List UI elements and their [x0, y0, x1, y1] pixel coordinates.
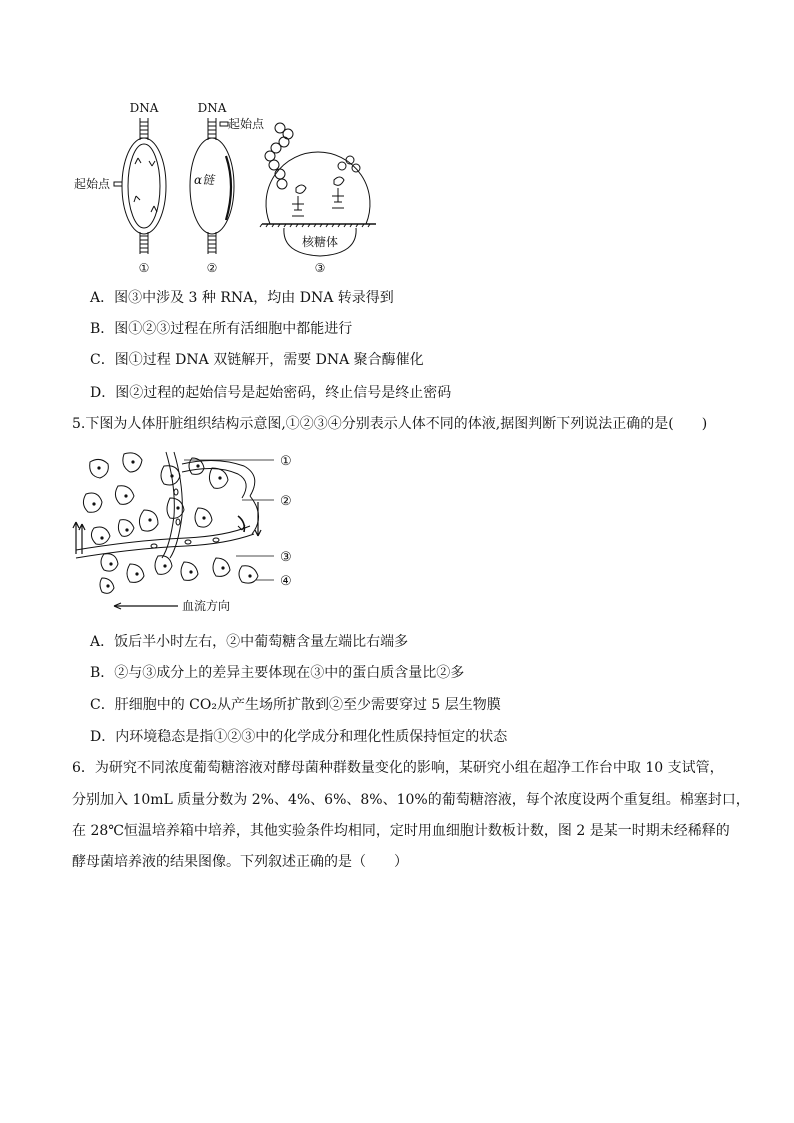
panel-2-number: ② — [206, 261, 218, 275]
fluid-label-3: ③ — [280, 550, 292, 565]
origin-label-left: 起始点 — [74, 177, 111, 191]
fluid-label-1: ① — [280, 454, 292, 469]
label-leader-lines — [184, 460, 274, 580]
blood-flow-label: 血流方向 — [182, 599, 231, 613]
q6-line-2: 分别加入 10mL 质量分数为 2%、4%、6%、8%、10%的葡萄糖溶液，每个浓度设两个重复组。棉塞封口， — [72, 792, 750, 808]
panel-1-number: ① — [138, 261, 150, 275]
q6-line-3: 在 28℃恒温培养箱中培养，其他实验条件均相同，定时用血细胞计数板计数，图 2 是某一时期未经稀释的 — [72, 823, 730, 839]
q4-option-d: D．图②过程的起始信号是起始密码，终止信号是终止密码 — [90, 385, 452, 401]
q5-option-b: B．②与③成分上的差异主要体现在③中的蛋白质含量比②多 — [90, 665, 465, 681]
fluid-label-2: ② — [280, 494, 292, 509]
liver-tissue-figure — [66, 446, 316, 616]
dna-label-1: DNA — [129, 101, 159, 115]
fluid-label-4: ④ — [280, 574, 292, 589]
panel-1-dna-bubble — [114, 118, 166, 254]
q4-option-c: C．图①过程 DNA 双链解开，需要 DNA 聚合酶催化 — [90, 352, 424, 368]
ribosome-label: 核糖体 — [301, 235, 339, 249]
panel-3-number: ③ — [314, 261, 326, 275]
dna-replication-transcription-translation-figure — [66, 96, 376, 276]
q4-option-b: B．图①②③过程在所有活细胞中都能进行 — [90, 321, 353, 337]
flow-arrows — [73, 502, 261, 609]
q4-option-a: A．图③中涉及 3 种 RNA，均由 DNA 转录得到 — [90, 290, 394, 306]
q5-option-d: D．内环境稳态是指①②③中的化学成分和理化性质保持恒定的状态 — [90, 729, 508, 745]
q5-stem: 5.下图为人体肝脏组织结构示意图,①②③④分别表示人体不同的体液,据图判断下列说法正确的是( ) — [72, 416, 708, 432]
q6-line-1: 6．为研究不同浓度葡萄糖溶液对酵母菌种群数量变化的影响，某研究小组在超净工作台中取 10 支试管， — [72, 760, 724, 776]
alpha-chain-label: α链 — [194, 173, 215, 187]
dna-label-2: DNA — [197, 101, 227, 115]
q6-line-4: 酵母菌培养液的结果图像。下列叙述正确的是（ ） — [72, 854, 408, 870]
q5-option-a: A．饭后半小时左右，②中葡萄糖含量左端比右端多 — [90, 634, 409, 650]
origin-label-right: 起始点 — [228, 117, 265, 131]
q5-option-c: C．肝细胞中的 CO₂从产生场所扩散到②至少需要穿过 5 层生物膜 — [90, 697, 501, 713]
liver-cells — [83, 453, 258, 593]
